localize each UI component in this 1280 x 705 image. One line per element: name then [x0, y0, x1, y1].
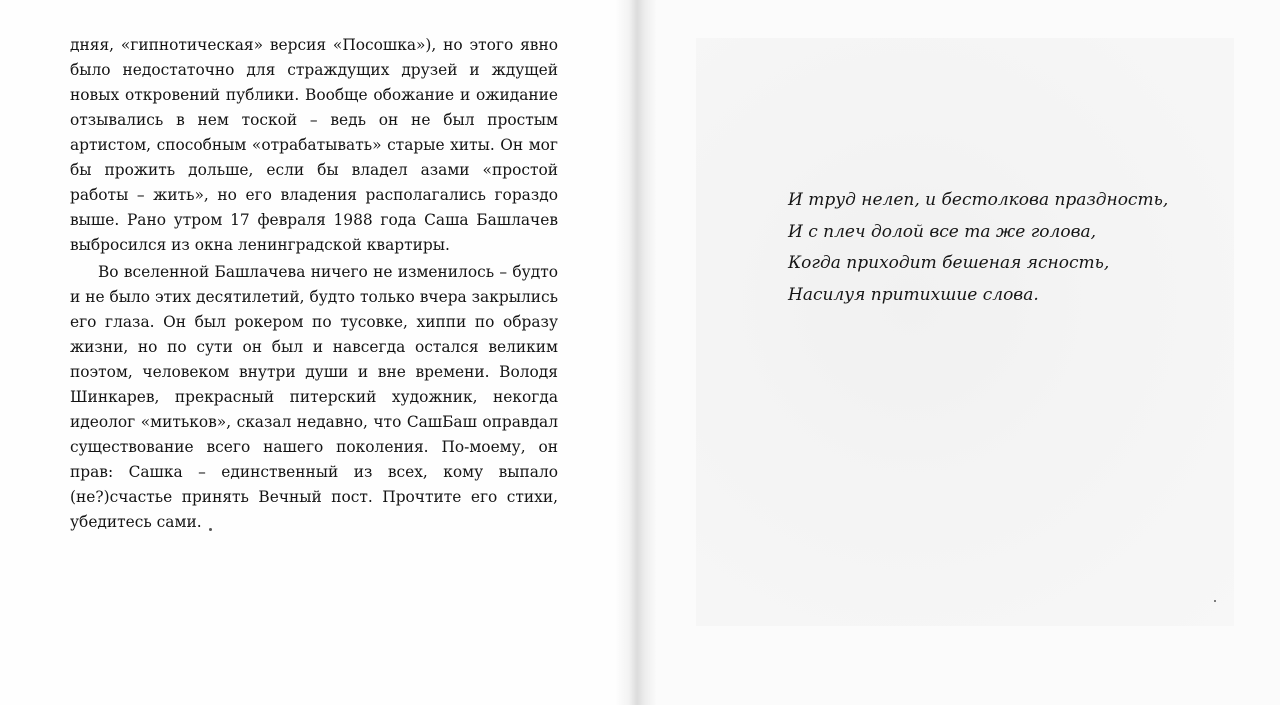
poem-line-1: И труд нелеп, и бестолкова праздность,: [788, 190, 1169, 210]
poem-excerpt: [788, 185, 1228, 311]
book-gutter: [614, 0, 656, 705]
right-page: [656, 0, 1280, 705]
paragraph-1: дняя, «гипнотическая» версия «Посошка»), но этого явно было недостаточно для страждущих друзей и ждущей новых откровений публики. Вообще обожание и ожидание отзывались в нем тоской – ведь он не был простым артистом, способным «отрабатывать» старые хиты. Он мог бы прожить дольше, если бы владел азами «простой работы – жить», но его владения располагались гораздо выше. Рано утром 17 февраля 1988 года Саша Башлачев выбросился из окна ленинградской квартиры.: [70, 36, 558, 254]
poem-line-4: Насилуя притихшие слова.: [788, 284, 1039, 305]
paragraph-2: Во вселенной Башлачева ничего не изменилось – будто и не было этих десятилетий, будто только вчера закрылись его глаза. Он был рокером по тусовке, хиппи по образу жизни, но по сути он был и навсегда остался великим поэтом, человеком внутри души и вне времени. Володя Шинкарев, прекрасный питерский художник, некогда идеолог «митьков», сказал недавно, что СашБаш оправдал существование всего нашего поколения. По-моему, он прав: Сашка – единственный из всех, кому выпало (не?)счастье принять Вечный пост. Прочтите его стихи, убедитесь сами.: [70, 263, 558, 531]
left-page-text: [70, 33, 558, 535]
dust-speck: [209, 528, 212, 531]
poem-line-2: И с плеч долой все та же голова,: [788, 221, 1097, 242]
dust-speck: [1214, 600, 1216, 602]
poem-line-3: Когда приходит бешеная ясность,: [788, 253, 1110, 273]
faded-photo-background: [696, 38, 1234, 626]
